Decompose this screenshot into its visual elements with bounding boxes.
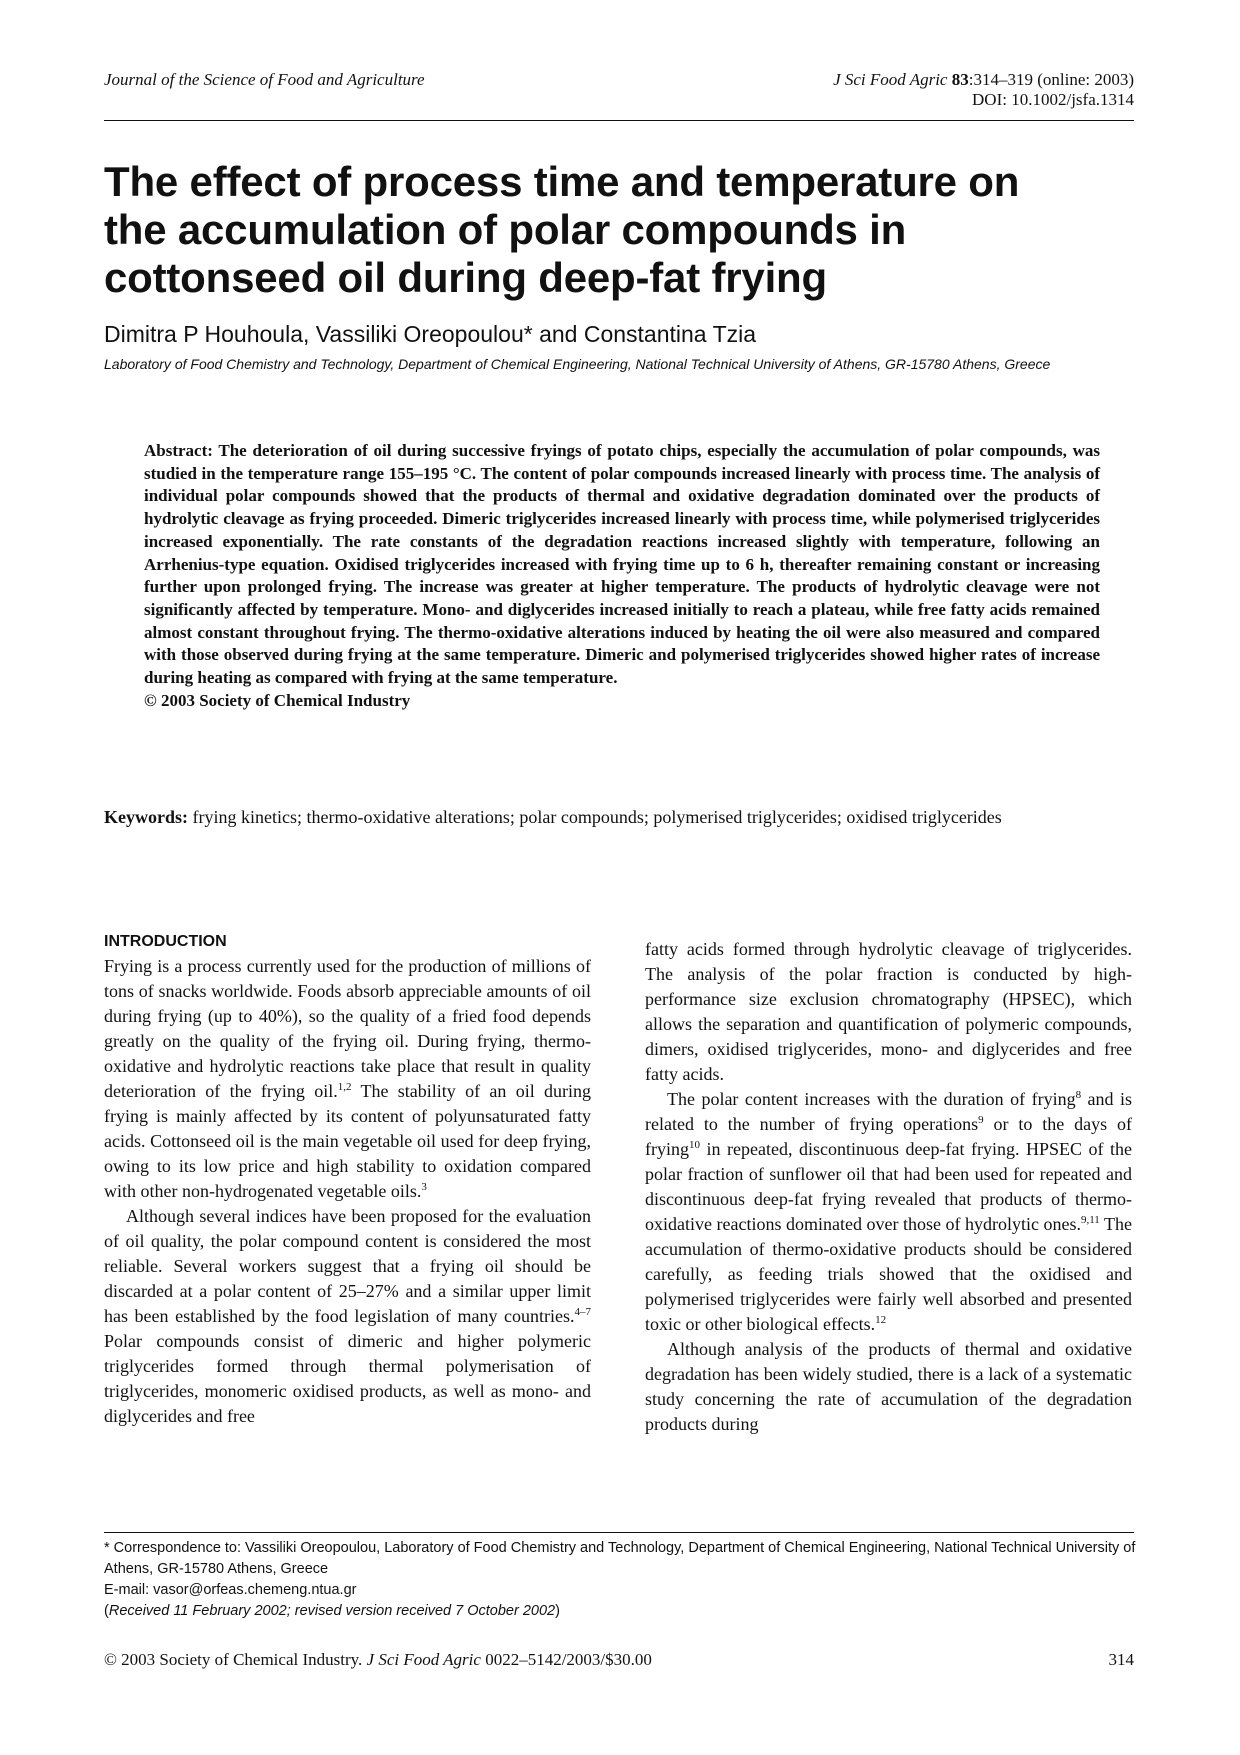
- column-right: [645, 937, 1132, 1437]
- citation-ref: 1,2: [337, 1081, 352, 1093]
- abstract: [144, 440, 1100, 712]
- column-left: [104, 930, 591, 1429]
- journal-name: Journal of the Science of Food and Agriculture: [104, 70, 425, 89]
- email: E-mail: vasor@orfeas.chemeng.ntua.gr: [104, 1582, 357, 1598]
- paragraph: fatty acids formed through hydrolytic cleavage of triglycerides. The analysis of the polar fraction is conducted by high-performance size exclusion chromatography (HPSEC), which allows the separation and quantification of polymeric compounds, dimers, oxidised triglycerides, mono- and diglycerides and free fatty acids.: [645, 939, 1132, 1084]
- paragraph-text: in repeated, discontinuous deep-fat frying. HPSEC of the polar fraction of sunflower oil that had been used for repeated and discontinuous deep-fat frying revealed that products of thermo-oxidative reactions dominated over those of hydrolytic ones.: [645, 1139, 1132, 1234]
- paragraph: [104, 954, 591, 1204]
- page-footer: [104, 1650, 1134, 1670]
- authors: Dimitra P Houhoula, Vassiliki Oreopoulou* and Constantina Tzia: [104, 321, 757, 347]
- affiliation: Laboratory of Food Chemistry and Technology, Department of Chemical Engineering, National Technical University of Athens, GR-15780 Athens, Greece: [104, 356, 1051, 372]
- page-number: 314: [1108, 1650, 1134, 1669]
- citation-line: [833, 70, 1134, 90]
- citation-ref: 12: [875, 1314, 887, 1326]
- paragraph: [104, 1204, 591, 1429]
- abstract-text: Abstract: The deterioration of oil during successive fryings of potato chips, especially the accumulation of polar compounds, was studied in the temperature range 155–195 °C. The content of polar compounds increased linearly with process time. The analysis of individual polar compounds showed that the products of thermal and oxidative degradation dominated over the products of hydrolytic cleavage as frying proceeded. Dimeric triglycerides increased linearly with process time, while polymerised triglycerides increased exponentially. The rate constants of the degradation reactions increased slightly with temperature, following an Arrhenius-type equation. Oxidised triglycerides increased with frying time up to 6 h, thereafter remaining constant or increasing further upon prolonged frying. The increase was greater at higher temperature. The products of hydrolytic cleavage were not significantly affected by temperature. Mono- and diglycerides increased initially to reach a plateau, while free fatty acids remained almost constant throughout frying. The thermo-oxidative alterations induced by heating the oil were also measured and compared with those observed during frying at the same temperature. Dimeric and polymerised triglycerides showed higher rates of increase during heating as compared with frying at the same temperature.: [144, 441, 1100, 688]
- title-line-1: The effect of process time and temperature on: [104, 158, 1020, 205]
- paragraph-text: The polar content increases with the duration of frying: [667, 1089, 1076, 1109]
- footer-copyright: © 2003 Society of Chemical Industry.: [104, 1650, 363, 1669]
- citation-ref: 9: [978, 1114, 984, 1126]
- citation-ref: 3: [421, 1181, 427, 1193]
- footer-issn: 0022–5142/2003/$30.00: [485, 1650, 652, 1669]
- citation-volume: 83: [951, 70, 969, 89]
- citation-pages: :314–319 (online: 2003): [968, 70, 1134, 89]
- paragraph-text: or to the days of frying: [645, 1114, 1132, 1159]
- keywords-label: Keywords:: [104, 807, 188, 827]
- citation-ref: 9,11: [1080, 1214, 1100, 1226]
- citation-ref: 4–7: [574, 1306, 591, 1318]
- citation-ref: 10: [689, 1139, 700, 1151]
- header-rule: [104, 120, 1134, 121]
- citation-block: [833, 70, 1134, 110]
- correspondence: * Correspondence to: Vassiliki Oreopoulou, Laboratory of Food Chemistry and Technology, Department of Chemical Engineering, National Technical University of Athens, GR-15780 Athens, Greece: [104, 1540, 1136, 1577]
- footer-citation: [104, 1650, 1134, 1670]
- paragraph-text: The stability of an oil during frying is mainly affected by its content of polyunsaturated fatty acids. Cottonseed oil is the main vegetable oil used for deep frying, owing to its low price and high stability to oxidation compared with other non-hydrogenated vegetable oils.: [104, 1081, 592, 1201]
- paragraph-text: The accumulation of thermo-oxidative products should be considered carefully, as feeding trials showed that the oxidised and polymerised triglycerides were fairly well absorbed and presented toxic or other biological effects.: [645, 1214, 1132, 1334]
- citation-journal: J Sci Food Agric: [833, 70, 948, 89]
- footer-journal: J Sci Food Agric: [366, 1650, 481, 1669]
- abstract-copyright: © 2003 Society of Chemical Industry: [144, 690, 411, 710]
- paragraph: Although analysis of the products of thermal and oxidative degradation has been widely studied, there is a lack of a systematic study concerning the rate of accumulation of the degradation products during: [645, 1339, 1132, 1434]
- running-head: [104, 68, 1134, 114]
- title-line-3: cottonseed oil during deep-fat frying: [104, 254, 827, 301]
- paragraph-text: Frying is a process currently used for the production of millions of tons of snacks worldwide. Foods absorb appreciable amounts of oil during frying (up to 40%), so the quality of a fried food depends greatly on the quality of the frying oil. During frying, thermo-oxidative and hydrolytic reactions take place that result in quality deterioration of the frying oil.: [104, 956, 591, 1101]
- footnote: [104, 1538, 1139, 1622]
- footnote-rule: [104, 1532, 1134, 1533]
- paragraph: [645, 1087, 1132, 1337]
- doi: DOI: 10.1002/jsfa.1314: [972, 90, 1134, 109]
- article-title: [104, 158, 1144, 302]
- paragraph-text: Polar compounds consist of dimeric and higher polymeric triglycerides formed through thermal polymerisation of triglycerides, monomeric oxidised products, as well as mono- and diglycerides and free: [104, 1331, 591, 1426]
- keywords-text: frying kinetics; thermo-oxidative alterations; polar compounds; polymerised triglycerides; oxidised triglycerides: [188, 807, 1002, 827]
- keywords: [104, 805, 1134, 829]
- paragraph-text: and is related to the number of frying operations: [645, 1089, 1132, 1134]
- citation-ref: 8: [1075, 1089, 1082, 1101]
- section-heading-introduction: INTRODUCTION: [104, 933, 227, 950]
- title-line-2: the accumulation of polar compounds in: [104, 206, 907, 253]
- received-dates: (Received 11 February 2002; revised version received 7 October 2002): [104, 1603, 560, 1619]
- paragraph-text: Although several indices have been proposed for the evaluation of oil quality, the polar compound content is considered the most reliable. Several workers suggest that a frying oil should be discarded at a polar content of 25–27% and a similar upper limit has been established by the food legislation of many countries.: [104, 1206, 591, 1326]
- received-text: Received 11 February 2002; revised version received 7 October 2002: [108, 1603, 556, 1619]
